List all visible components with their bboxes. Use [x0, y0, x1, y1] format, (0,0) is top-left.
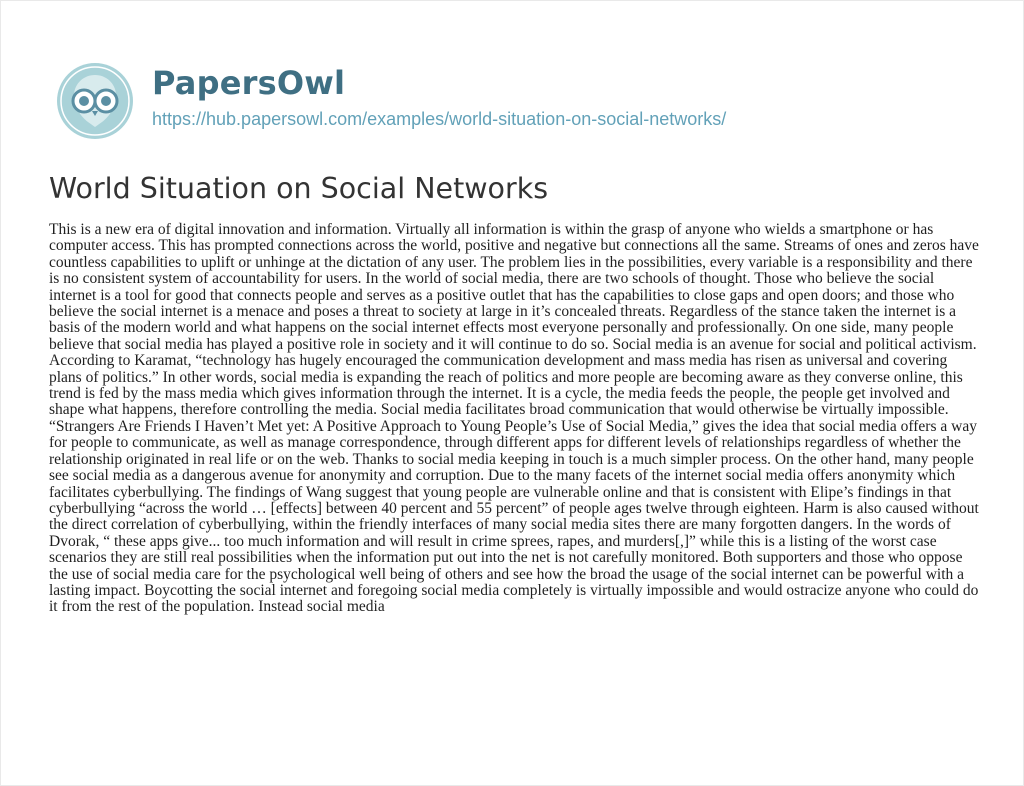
site-header [50, 61, 726, 141]
article-body: This is a new era of digital innovation and information. Virtually all information is within the grasp of anyone who wields a smartphone or has computer access. This has prompted connections across the world, positive and negative but connections all the same. Streams of ones and zeros have countless capabilities to uplift or unhinge at the dictation of any user. The problem lies in the possibilities, every variable is a responsibility and there is no consistent system of accountability for users. In the world of social media, there are two schools of thought. Those who believe the social internet is a tool for good that connects people and serves as a positive outlet that has the capabilities to close gaps and open doors; and those who believe the social internet is a menace and poses a threat to society at large in it’s concealed threats. Regardless of the stance taken the internet is a basis of the modern world and what happens on the social internet effects most everyone personally and professionally. On one side, many people believe that social media has played a positive role in society and it will continue to do so. Social media is an avenue for social and political activism. According to Karamat, “technology has hugely encouraged the communication development and mass media has risen as universal and covering plans of politics.” In other words, social media is expanding the reach of politics and more people are becoming aware as they converse online, this trend is fed by the mass media which gives information through the internet. It is a cycle, the media feeds the people, the people get involved and shape what happens, therefore controlling the media. Social media facilitates broad communication that would otherwise be virtually impossible. “Strangers Are Friends I Haven’t Met yet: A Positive Approach to Young People’s Use of Social Media,” gives the idea that social media offers a way for people to communicate, as well as manage correspondence, through different apps for different levels of relationships regardless of whether the relationship originated in real life or on the web. Thanks to social media keeping in touch is a much simpler process. On the other hand, many people see social media as a dangerous avenue for anonymity and corruption. Due to the many facets of the internet social media offers anonymity which facilitates cyberbullying. The findings of Wang suggest that young people are vulnerable online and that is consistent with Elipe’s findings in that cyberbullying “across the world … [effects] between 40 percent and 55 percent” of people ages twelve through eighteen. Harm is also caused without the direct correlation of cyberbullying, within the friendly interfaces of many social media sites there are many forgotten dangers. In the words of Dvorak, “ these apps give... too much information and will result in crime sprees, rapes, and murders[,]” while this is a listing of the worst case scenarios they are still real possibilities when the information put out into the net is not carefully monitored. Both supporters and those who oppose the use of social media care for the psychological well being of others and see how the broad the usage of the social internet can be powerful with a lasting impact. Boycotting the social internet and foregoing social media completely is virtually impossible and would ostracize anyone who could do it from the rest of the population. Instead social media [49, 221, 979, 616]
owl-logo-icon [50, 61, 140, 141]
brand-name[interactable]: PapersOwl [152, 64, 346, 102]
page-title: World Situation on Social Networks [49, 172, 549, 205]
brand-block [152, 61, 726, 131]
source-url-link[interactable]: https://hub.papersowl.com/examples/world-situation-on-social-networks/ [152, 109, 727, 129]
